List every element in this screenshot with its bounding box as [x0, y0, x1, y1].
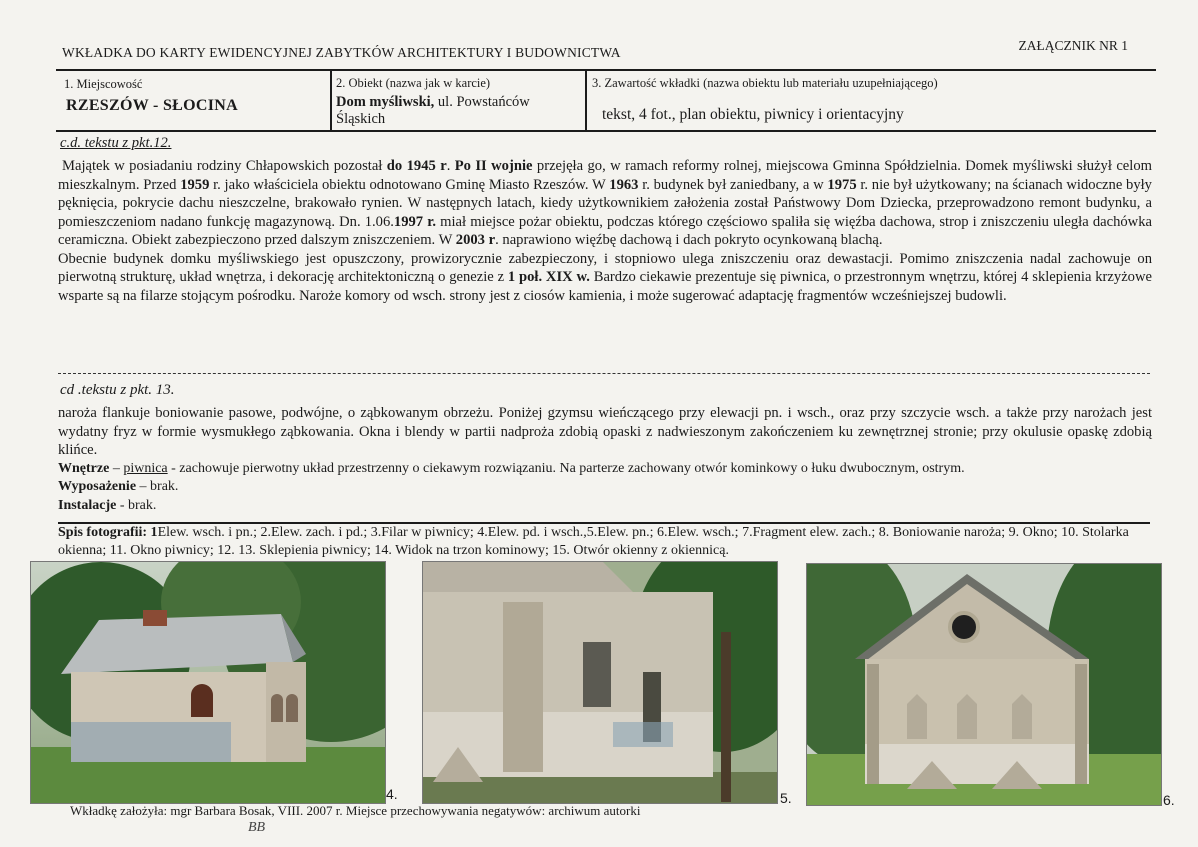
photo-5-image — [423, 562, 777, 803]
section-2-text — [58, 404, 1152, 515]
text-run: Majątek w posiadaniu rodziny Chłapowskich pozostał — [62, 158, 387, 174]
field-2-label: 2. Obiekt (nazwa jak w karcie) — [336, 76, 491, 90]
footer-author-note: Wkładkę założyła: mgr Barbara Bosak, VIII. 2007 r. Miejsce przechowywania negatywów: archiwum autorki — [70, 803, 641, 818]
interior-line — [58, 460, 1152, 479]
installations-label: Instalacje — [58, 497, 117, 513]
section-1-text — [58, 157, 1152, 305]
bold-text-run: 1959 — [180, 176, 210, 193]
bold-text-run: 1997 r. — [393, 213, 437, 230]
installations-line — [58, 497, 1152, 516]
text-run: r. jako właściciela obiektu odnotowano Gminę Miasto Rzeszów. W — [209, 176, 610, 193]
bold-text-run: Po II wojnie — [454, 158, 533, 174]
photo-4-number: 4. — [386, 786, 398, 802]
bold-text-run: 1975 — [827, 176, 857, 193]
text-run: r. nie był użytkowany; na ścianach widoczne były pęknięcia, pokrycie dachu nieszczelne, brakowało rynien. W następnych latach, kiedy użytkownikiem założenia został Państwowy Dom Dziecka, przeprowadzono remont budynku, a pomieszczeniom nadano funkcję magazynową. Dn. 1.06. — [58, 176, 1152, 230]
field-1-label: 1. Miejscowość — [64, 77, 143, 91]
equipment-text: – brak. — [136, 479, 179, 494]
header-rule-bottom — [56, 130, 1156, 132]
field-2-object-name: Dom myśliwski, — [336, 94, 435, 110]
field-divider-2 — [585, 70, 587, 130]
photo-6-number: 6. — [1163, 792, 1175, 808]
photo-5-number: 5. — [780, 790, 792, 806]
photo-6-east-elevation — [806, 563, 1162, 806]
text-run: Bardzo ciekawie prezentuje się piwnica, o przestronnym wnętrzu, której 4 sklepienia krzyżowe wsparte są na filarze stojącym pośrodku. Naroże komory od wsch. strony jest z ciosów kamienia, i może sugerować adaptację fragmentów wcześniejszej budowli. — [58, 269, 1152, 304]
document-title: WKŁADKA DO KARTY EWIDENCYJNEJ ZABYTKÓW ARCHITEKTURY I BUDOWNICTWA — [62, 45, 621, 60]
interior-cellar-link[interactable]: piwnica — [123, 460, 168, 476]
equipment-label: Wyposażenie — [58, 479, 137, 494]
section-1-paragraph-1 — [58, 157, 1152, 250]
photo-4-image — [31, 562, 385, 803]
photo-4-south-east-elevation — [30, 561, 386, 804]
text-run: . naprawiono więźbę dachową i dach pokryto ocynkowaną blachą. — [495, 232, 883, 248]
attachment-number: ZAŁĄCZNIK NR 1 — [1018, 38, 1128, 53]
photos-list — [58, 524, 1152, 560]
equipment-line — [58, 478, 1152, 497]
section-2-paragraph: naroża flankuje boniowanie pasowe, podwójne, o ząbkowanym obrzeżu. Poniżej gzymsu wieńczącego przy elewacji pn. i wsch., oraz przy szczycie wsch. a także przy narożach jest wydatny fryz w formie wysmukłego ząbkowania. Okna i blendy w partii nadproża zdobią opaski z nadwieszonym zakończeniem ku zewnętrznej stronie; przy okulusie opaskę zdobią klińce. — [58, 405, 1152, 458]
text-run: przejęła go, w ramach reformy rolnej, miejscowa Gminna Spółdzielnia. Domek myśliwski służył celom mieszkalnym. Przed — [58, 158, 1152, 193]
field-divider-1 — [330, 70, 332, 130]
handwritten-signature: BB — [248, 820, 266, 835]
interior-text: - zachowuje pierwotny układ przestrzenny o ciekawym rozwiązaniu. Na parterze zachowany otwór kominkowy o łuku dwubocznym, ostrym. — [167, 460, 965, 476]
photos-list-text: Elew. wsch. i pn.; 2.Elew. zach. i pd.; 3.Filar w piwnicy; 4.Elew. pd. i wsch.,5.Elew. pn.; 6.Elew. wsch.; 7.Fragment elew. zach.; 8. Boniowanie naroża; 9. Okno; 10. Stolarka okienna; 11. Okno piwnicy; 12. 13. Sklepienia piwnicy; 14. Widok na trzon kominowy; 15. Otwór okienny z okiennicą. — [58, 525, 1129, 558]
bold-text-run: 1 poł. XIX w. — [507, 269, 590, 285]
photo-5-north-elevation — [422, 561, 778, 804]
field-2-address: ul. Powstańców Śląskich — [336, 94, 530, 127]
interior-label: Wnętrze — [58, 460, 110, 476]
text-run: Obecnie budynek domku myśliwskiego jest opuszczony, prowizorycznie zabezpieczony, i stopniowo ulega zniszczeniu oraz dewastacji. Pomimo zniszczenia nadal zachowuje on pierwotną strukturę, układ wnętrza, i dekorację architektoniczną o genezie z — [58, 250, 1152, 285]
text-run: miał miejsce pożar obiektu, podczas którego częściowo spaliła się więźba dachowa, strop i zniszczeniu uległa dachówka ceramiczna. Obiekt zabezpieczono przed dalszym zniszczeniem. W — [58, 213, 1152, 248]
section-2-heading: cd .tekstu z pkt. 13. — [60, 382, 175, 398]
installations-text: - brak. — [116, 497, 157, 513]
section-1-heading: c.d. tekstu z pkt.12. — [60, 135, 172, 151]
bold-text-run: do 1945 r — [386, 158, 447, 174]
text-run: . — [446, 158, 455, 174]
field-3-label: 3. Zawartość wkładki (nazwa obiektu lub materiału uzupełniającego) — [592, 76, 938, 90]
bold-text-run: 1963 — [609, 176, 639, 193]
section-1-paragraph-2 — [58, 250, 1152, 306]
field-1-value: RZESZÓW - SŁOCINA — [66, 97, 238, 114]
photos-list-label: Spis fotografii: 1 — [58, 525, 158, 540]
section-separator — [58, 373, 1150, 374]
header-rule-top — [56, 69, 1156, 71]
text-run: r. budynek był zaniedbany, a w — [638, 176, 828, 193]
field-3-value: tekst, 4 fot., plan obiektu, piwnicy i orientacyjny — [602, 106, 904, 123]
photo-6-image — [807, 564, 1161, 805]
field-2-value — [336, 94, 581, 128]
interior-separator: – — [109, 460, 124, 476]
bold-text-run: 2003 r — [455, 232, 496, 248]
